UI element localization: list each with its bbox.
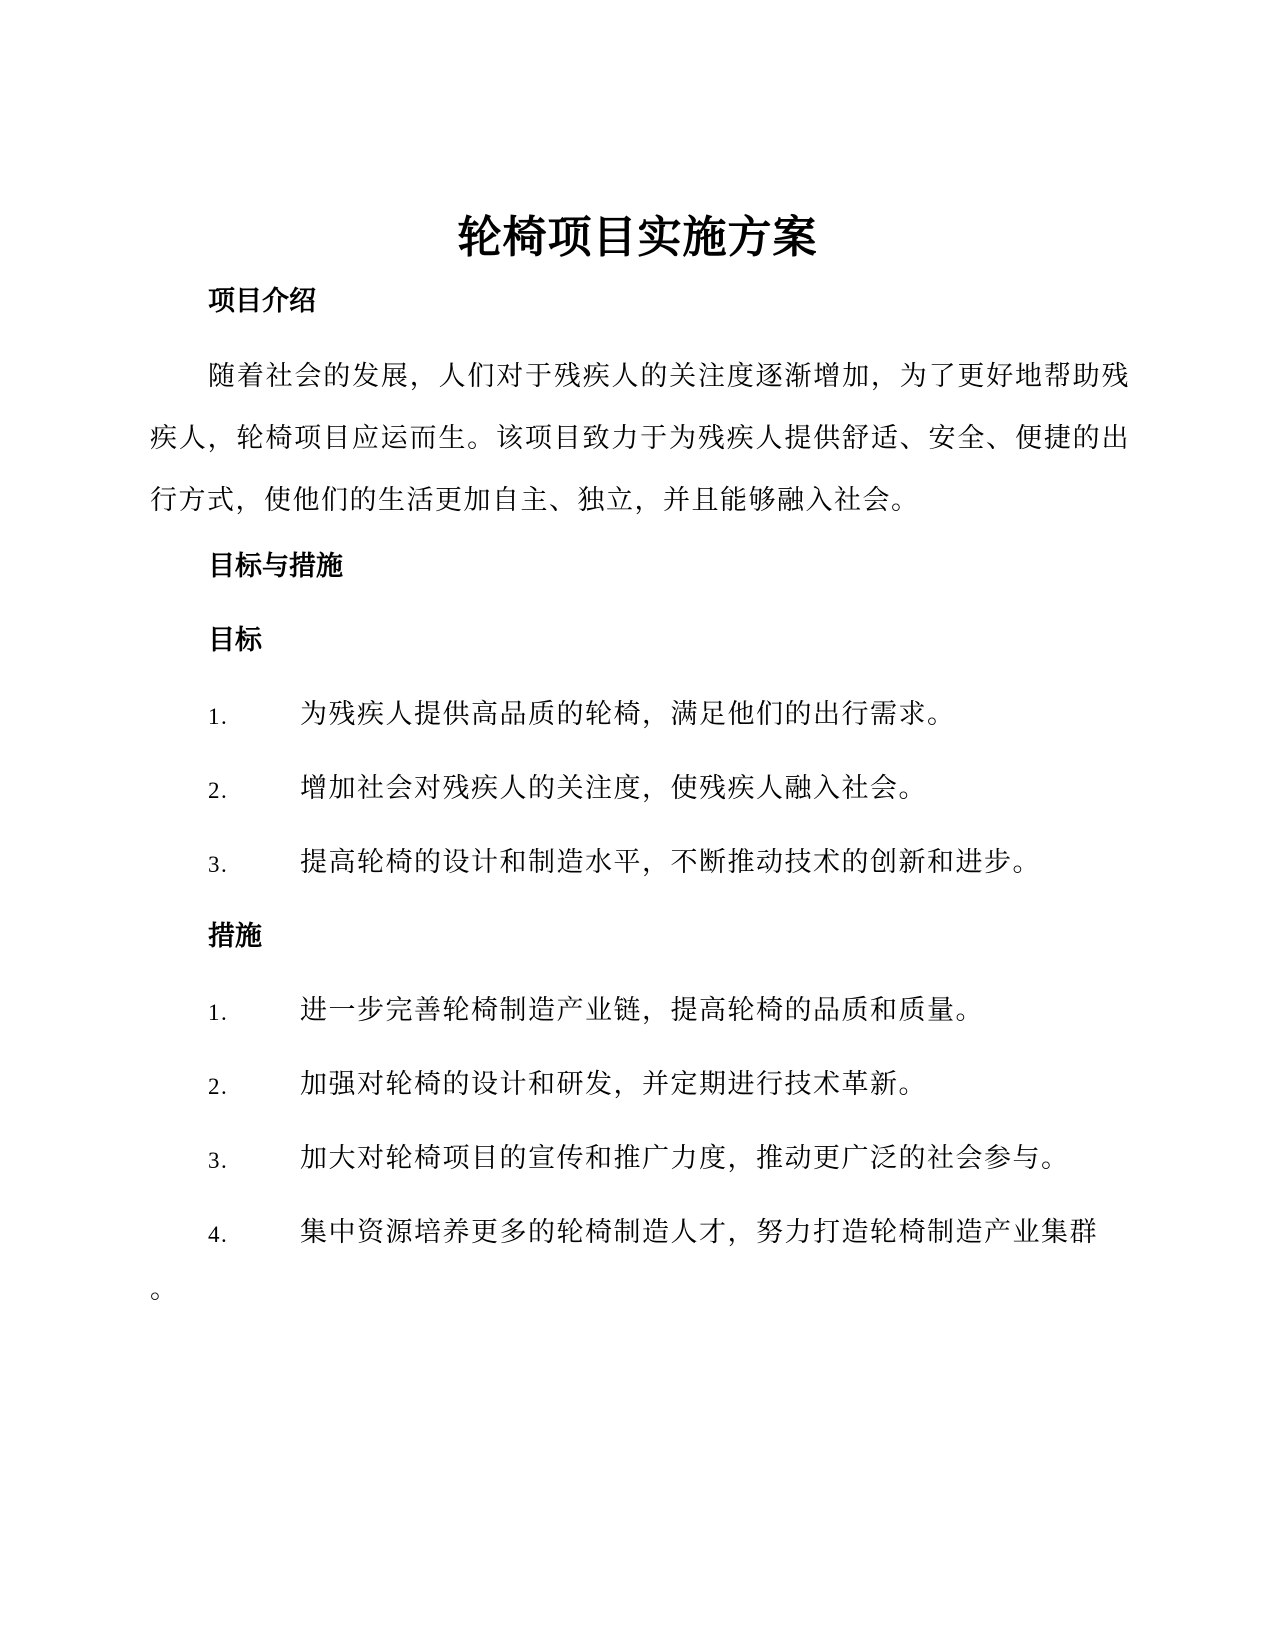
list-number: 4. <box>208 1222 229 1247</box>
document-title: 轮椅项目实施方案 <box>457 212 818 263</box>
list-text: 为残疾人提供高品质的轮椅，满足他们的出行需求。 <box>300 699 956 730</box>
list-number: 2. <box>208 1074 229 1099</box>
section-heading-goals-measures: 目标与措施 <box>208 551 343 582</box>
list-text: 集中资源培养更多的轮椅制造人才，努力打造轮椅制造产业集群 <box>300 1217 1098 1248</box>
list-number: 2. <box>208 778 229 803</box>
list-number: 3. <box>208 852 229 877</box>
intro-paragraph: 随着社会的发展，人们对于残疾人的关注度逐渐增加，为了更好地帮助残疾人，轮椅项目应运而生。该项目致力于为残疾人提供舒适、安全、便捷的出行方式，使他们的生活更加自主、独立，并且能够融入社会。 <box>150 361 1130 516</box>
list-number: 1. <box>208 704 229 729</box>
list-text: 进一步完善轮椅制造产业链，提高轮椅的品质和质量。 <box>300 995 984 1026</box>
list-text: 加大对轮椅项目的宣传和推广力度，推动更广泛的社会参与。 <box>300 1143 1070 1174</box>
list-text: 提高轮椅的设计和制造水平，不断推动技术的创新和进步。 <box>300 847 1041 878</box>
list-text: 增加社会对残疾人的关注度，使残疾人融入社会。 <box>300 773 927 804</box>
list-number: 3. <box>208 1148 229 1173</box>
section-heading-intro: 项目介绍 <box>208 286 316 317</box>
list-text: 加强对轮椅的设计和研发，并定期进行技术革新。 <box>300 1069 927 1100</box>
subsection-heading-measures: 措施 <box>208 921 262 952</box>
list-number: 1. <box>208 1000 229 1025</box>
subsection-heading-goals: 目标 <box>208 625 262 656</box>
list-text-wrap-tail: 。 <box>150 1274 177 1305</box>
